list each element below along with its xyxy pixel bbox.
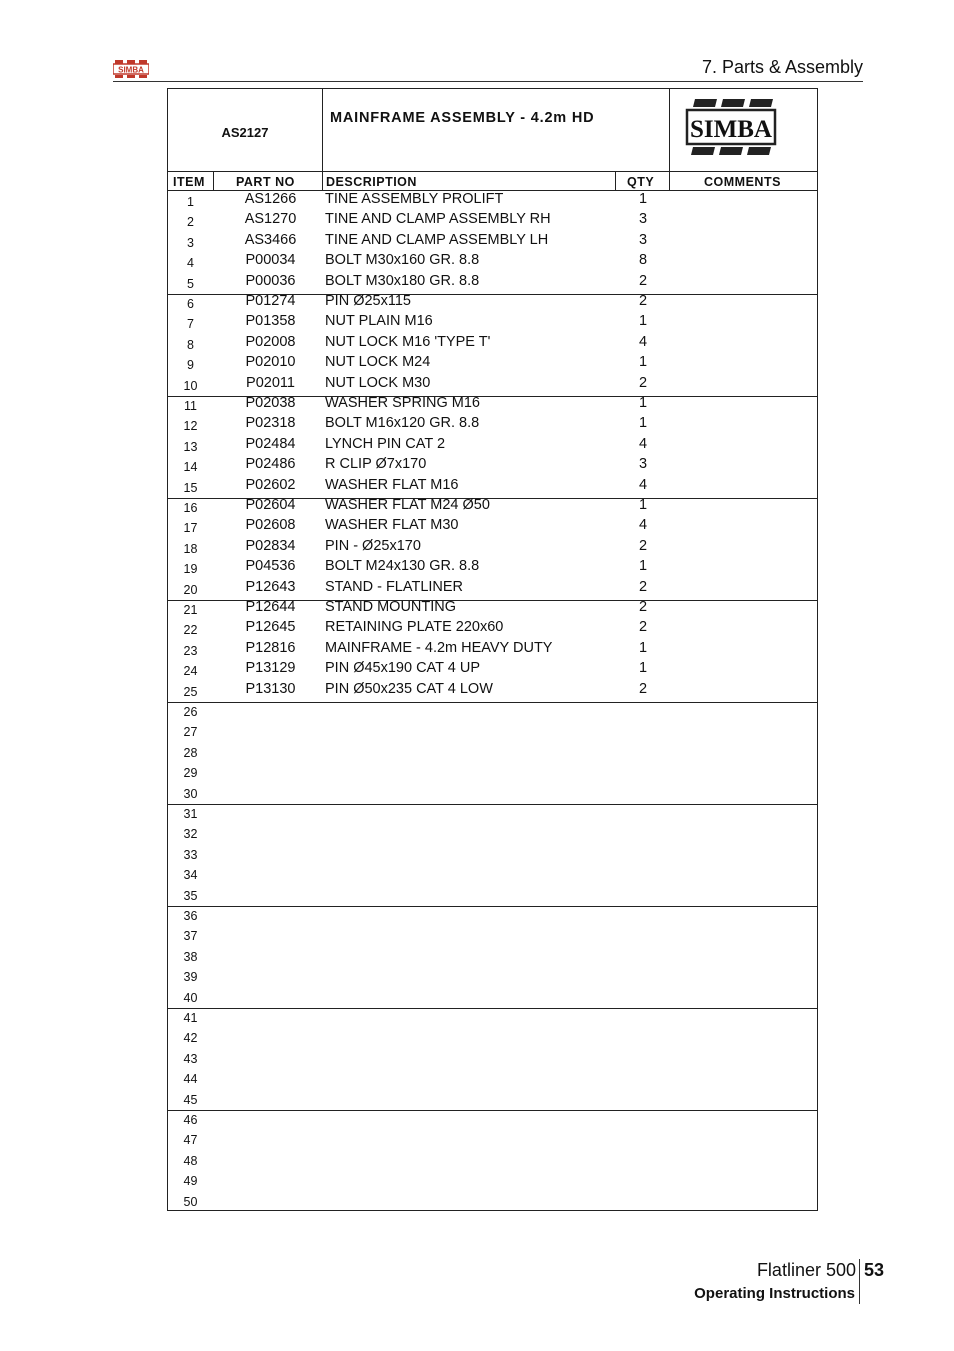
item-number: 30 xyxy=(183,786,198,801)
item-number: 4 xyxy=(187,256,194,271)
table-row xyxy=(168,1007,817,1027)
quantity: 2 xyxy=(638,619,648,636)
table-row xyxy=(168,885,817,905)
item-number: 28 xyxy=(183,745,198,760)
item-number: 8 xyxy=(187,337,194,352)
table-row xyxy=(168,925,817,945)
table-row xyxy=(168,1089,817,1109)
item-number: 1 xyxy=(187,195,194,209)
page-number: 53 xyxy=(864,1260,885,1280)
quantity: 1 xyxy=(638,395,648,411)
item-number: 44 xyxy=(183,1072,198,1087)
item-number: 25 xyxy=(183,684,198,699)
item-number: 16 xyxy=(183,501,198,515)
part-number: P02604 xyxy=(245,497,296,513)
quantity: 2 xyxy=(638,374,648,391)
part-description: RETAINING PLATE 220x60 xyxy=(325,619,504,636)
col-qty: QTY xyxy=(627,175,655,189)
quantity: 2 xyxy=(638,272,648,289)
part-description: TINE AND CLAMP ASSEMBLY RH xyxy=(325,211,551,228)
section-title: 7. Parts & Assembly xyxy=(701,57,863,77)
part-number: P00034 xyxy=(245,252,296,269)
item-number: 24 xyxy=(183,664,198,679)
item-number: 19 xyxy=(183,562,198,577)
quantity: 2 xyxy=(638,537,648,554)
quantity: 3 xyxy=(638,211,648,228)
table-row xyxy=(168,1068,817,1088)
part-number: AS1270 xyxy=(244,211,297,228)
part-number: P02484 xyxy=(245,435,296,452)
quantity: 2 xyxy=(638,680,648,697)
part-number: P02011 xyxy=(246,374,295,391)
item-number: 9 xyxy=(187,358,194,373)
part-number: P01274 xyxy=(245,293,296,309)
svg-text:SIMBA: SIMBA xyxy=(690,116,772,143)
col-item: ITEM xyxy=(173,175,205,189)
col-comments: COMMENTS xyxy=(704,175,781,189)
part-number: P00036 xyxy=(245,272,296,289)
part-description: BOLT M16x120 GR. 8.8 xyxy=(325,415,480,432)
sheet-header xyxy=(168,89,817,171)
part-number: P02008 xyxy=(245,333,296,350)
table-row xyxy=(168,599,817,619)
part-description: PIN Ø50x235 CAT 4 LOW xyxy=(325,680,493,697)
table-row xyxy=(168,456,817,476)
part-description: NUT LOCK M24 xyxy=(325,354,431,371)
item-number: 45 xyxy=(183,1092,198,1107)
table-row xyxy=(168,762,817,782)
table-row xyxy=(168,783,817,803)
table-row xyxy=(168,354,817,374)
divider xyxy=(322,89,323,171)
quantity: 1 xyxy=(638,191,648,207)
item-number: 40 xyxy=(183,990,198,1005)
item-number: 47 xyxy=(183,1133,198,1148)
item-number: 26 xyxy=(183,705,198,719)
part-description: WASHER FLAT M16 xyxy=(325,476,459,493)
quantity: 4 xyxy=(638,476,648,493)
item-number: 39 xyxy=(183,970,198,985)
quantity: 1 xyxy=(638,497,648,513)
table-row xyxy=(168,334,817,354)
product-name: Flatliner 500 xyxy=(756,1260,856,1280)
table-row xyxy=(168,477,817,497)
part-description: PIN Ø25x115 xyxy=(325,293,411,309)
item-number: 33 xyxy=(183,847,198,862)
item-number: 23 xyxy=(183,643,198,658)
quantity: 1 xyxy=(638,313,648,330)
table-row xyxy=(168,1129,817,1149)
part-description: WASHER FLAT M30 xyxy=(325,517,459,534)
svg-text:SIMBA: SIMBA xyxy=(118,65,144,75)
quantity: 3 xyxy=(638,456,648,473)
simba-logo-small xyxy=(113,59,149,79)
manual-subtitle: Operating Instructions xyxy=(694,1285,855,1302)
item-number: 22 xyxy=(183,623,198,638)
part-number: P04536 xyxy=(245,558,296,575)
part-description: WASHER FLAT M24 Ø50 xyxy=(325,497,490,513)
quantity: 3 xyxy=(638,231,648,248)
table-row xyxy=(168,375,817,395)
quantity: 4 xyxy=(638,517,648,534)
divider xyxy=(669,171,670,191)
part-description: WASHER SPRING M16 xyxy=(325,395,480,411)
item-number: 2 xyxy=(187,215,194,230)
parts-list-sheet xyxy=(167,88,818,1211)
assembly-title: MAINFRAME ASSEMBLY - 4.2m HD xyxy=(330,110,595,126)
item-number: 21 xyxy=(183,603,198,617)
item-number: 27 xyxy=(183,725,198,740)
part-number: P02608 xyxy=(245,517,296,534)
item-number: 29 xyxy=(183,766,198,781)
table-row xyxy=(168,742,817,762)
part-number: AS3466 xyxy=(244,231,297,248)
table-row xyxy=(168,1170,817,1190)
footer-divider xyxy=(859,1259,860,1304)
item-number: 34 xyxy=(183,868,198,883)
item-number: 20 xyxy=(183,582,198,597)
part-description: BOLT M24x130 GR. 8.8 xyxy=(325,558,480,575)
divider xyxy=(615,171,616,191)
table-row xyxy=(168,579,817,599)
table-row xyxy=(168,721,817,741)
table-row xyxy=(168,273,817,293)
quantity: 1 xyxy=(638,660,648,677)
item-number: 17 xyxy=(183,521,198,536)
assembly-code: AS2127 xyxy=(221,124,269,140)
column-headers xyxy=(168,171,817,191)
table-row xyxy=(168,517,817,537)
quantity: 2 xyxy=(638,599,648,615)
table-row xyxy=(168,232,817,252)
table-row xyxy=(168,558,817,578)
table-row xyxy=(168,293,817,313)
item-number: 42 xyxy=(183,1031,198,1046)
item-number: 6 xyxy=(187,297,194,311)
part-description: STAND MOUNTING xyxy=(325,599,457,615)
item-number: 5 xyxy=(187,276,194,291)
part-number: P02038 xyxy=(245,395,296,411)
item-number: 38 xyxy=(183,949,198,964)
item-number: 49 xyxy=(183,1174,198,1189)
item-number: 10 xyxy=(183,378,198,393)
part-description: PIN Ø45x190 CAT 4 UP xyxy=(325,660,481,677)
table-row xyxy=(168,681,817,701)
table-row xyxy=(168,844,817,864)
part-number: P02602 xyxy=(245,476,296,493)
item-number: 7 xyxy=(187,317,194,332)
table-row xyxy=(168,497,817,517)
quantity: 1 xyxy=(638,639,648,656)
item-number: 48 xyxy=(183,1153,198,1168)
item-number: 32 xyxy=(183,827,198,842)
part-number: P13130 xyxy=(245,680,296,697)
table-row xyxy=(168,252,817,272)
part-number: P02010 xyxy=(245,354,296,371)
table-row xyxy=(168,823,817,843)
item-number: 35 xyxy=(183,888,198,903)
table-row xyxy=(168,640,817,660)
col-description: DESCRIPTION xyxy=(326,175,417,189)
item-number: 41 xyxy=(183,1011,198,1025)
table-row xyxy=(168,395,817,415)
table-row xyxy=(168,864,817,884)
part-description: TINE ASSEMBLY PROLIFT xyxy=(325,191,504,207)
part-description: MAINFRAME - 4.2m HEAVY DUTY xyxy=(325,639,553,656)
table-row xyxy=(168,538,817,558)
part-description: R CLIP Ø7x170 xyxy=(325,456,427,473)
part-number: P12644 xyxy=(245,599,296,615)
part-description: STAND - FLATLINER xyxy=(325,578,464,595)
table-row xyxy=(168,1191,817,1211)
table-row xyxy=(168,415,817,435)
table-row xyxy=(168,701,817,721)
quantity: 4 xyxy=(638,333,648,350)
table-row xyxy=(168,803,817,823)
table-row xyxy=(168,987,817,1007)
col-part-no: PART NO xyxy=(236,175,295,189)
part-number: P13129 xyxy=(245,660,296,677)
part-description: NUT LOCK M16 'TYPE T' xyxy=(325,333,491,350)
part-number: P12816 xyxy=(245,639,296,656)
part-description: BOLT M30x180 GR. 8.8 xyxy=(325,272,480,289)
table-row xyxy=(168,619,817,639)
item-number: 11 xyxy=(184,399,197,413)
quantity: 2 xyxy=(638,293,648,309)
part-number: AS1266 xyxy=(244,191,297,207)
table-row xyxy=(168,313,817,333)
part-number: P02834 xyxy=(245,537,296,554)
part-description: NUT LOCK M30 xyxy=(325,374,431,391)
table-row xyxy=(168,966,817,986)
item-number: 12 xyxy=(183,419,198,434)
table-row xyxy=(168,436,817,456)
part-description: PIN - Ø25x170 xyxy=(325,537,421,554)
part-description: NUT PLAIN M16 xyxy=(325,313,433,330)
table-row xyxy=(168,1027,817,1047)
quantity: 2 xyxy=(638,578,648,595)
part-number: P12645 xyxy=(245,619,296,636)
part-description: TINE AND CLAMP ASSEMBLY LH xyxy=(325,231,549,248)
quantity: 4 xyxy=(638,435,648,452)
table-row xyxy=(168,191,817,211)
table-row xyxy=(168,1150,817,1170)
part-number: P02486 xyxy=(245,456,296,473)
table-row xyxy=(168,1109,817,1129)
item-number: 31 xyxy=(183,807,198,821)
divider xyxy=(669,89,670,171)
part-number: P12643 xyxy=(245,578,296,595)
item-number: 14 xyxy=(183,460,198,475)
item-number: 43 xyxy=(183,1051,198,1066)
item-number: 13 xyxy=(183,439,198,454)
part-number: P02318 xyxy=(245,415,296,432)
part-description: BOLT M30x160 GR. 8.8 xyxy=(325,252,480,269)
table-row xyxy=(168,905,817,925)
header-rule xyxy=(113,81,863,82)
divider xyxy=(322,171,323,191)
item-number: 46 xyxy=(183,1113,198,1127)
divider xyxy=(213,171,214,191)
item-number: 18 xyxy=(183,541,198,556)
part-description: LYNCH PIN CAT 2 xyxy=(325,435,446,452)
quantity: 8 xyxy=(638,252,648,269)
table-row xyxy=(168,211,817,231)
quantity: 1 xyxy=(638,415,648,432)
table-row xyxy=(168,660,817,680)
item-number: 3 xyxy=(187,235,194,250)
quantity: 1 xyxy=(638,558,648,575)
item-number: 50 xyxy=(183,1194,198,1209)
table-row xyxy=(168,1048,817,1068)
simba-logo xyxy=(683,95,779,164)
item-number: 15 xyxy=(183,480,198,495)
item-number: 37 xyxy=(183,929,198,944)
part-number: P01358 xyxy=(245,313,296,330)
quantity: 1 xyxy=(638,354,648,371)
table-row xyxy=(168,946,817,966)
item-number: 36 xyxy=(183,909,198,923)
